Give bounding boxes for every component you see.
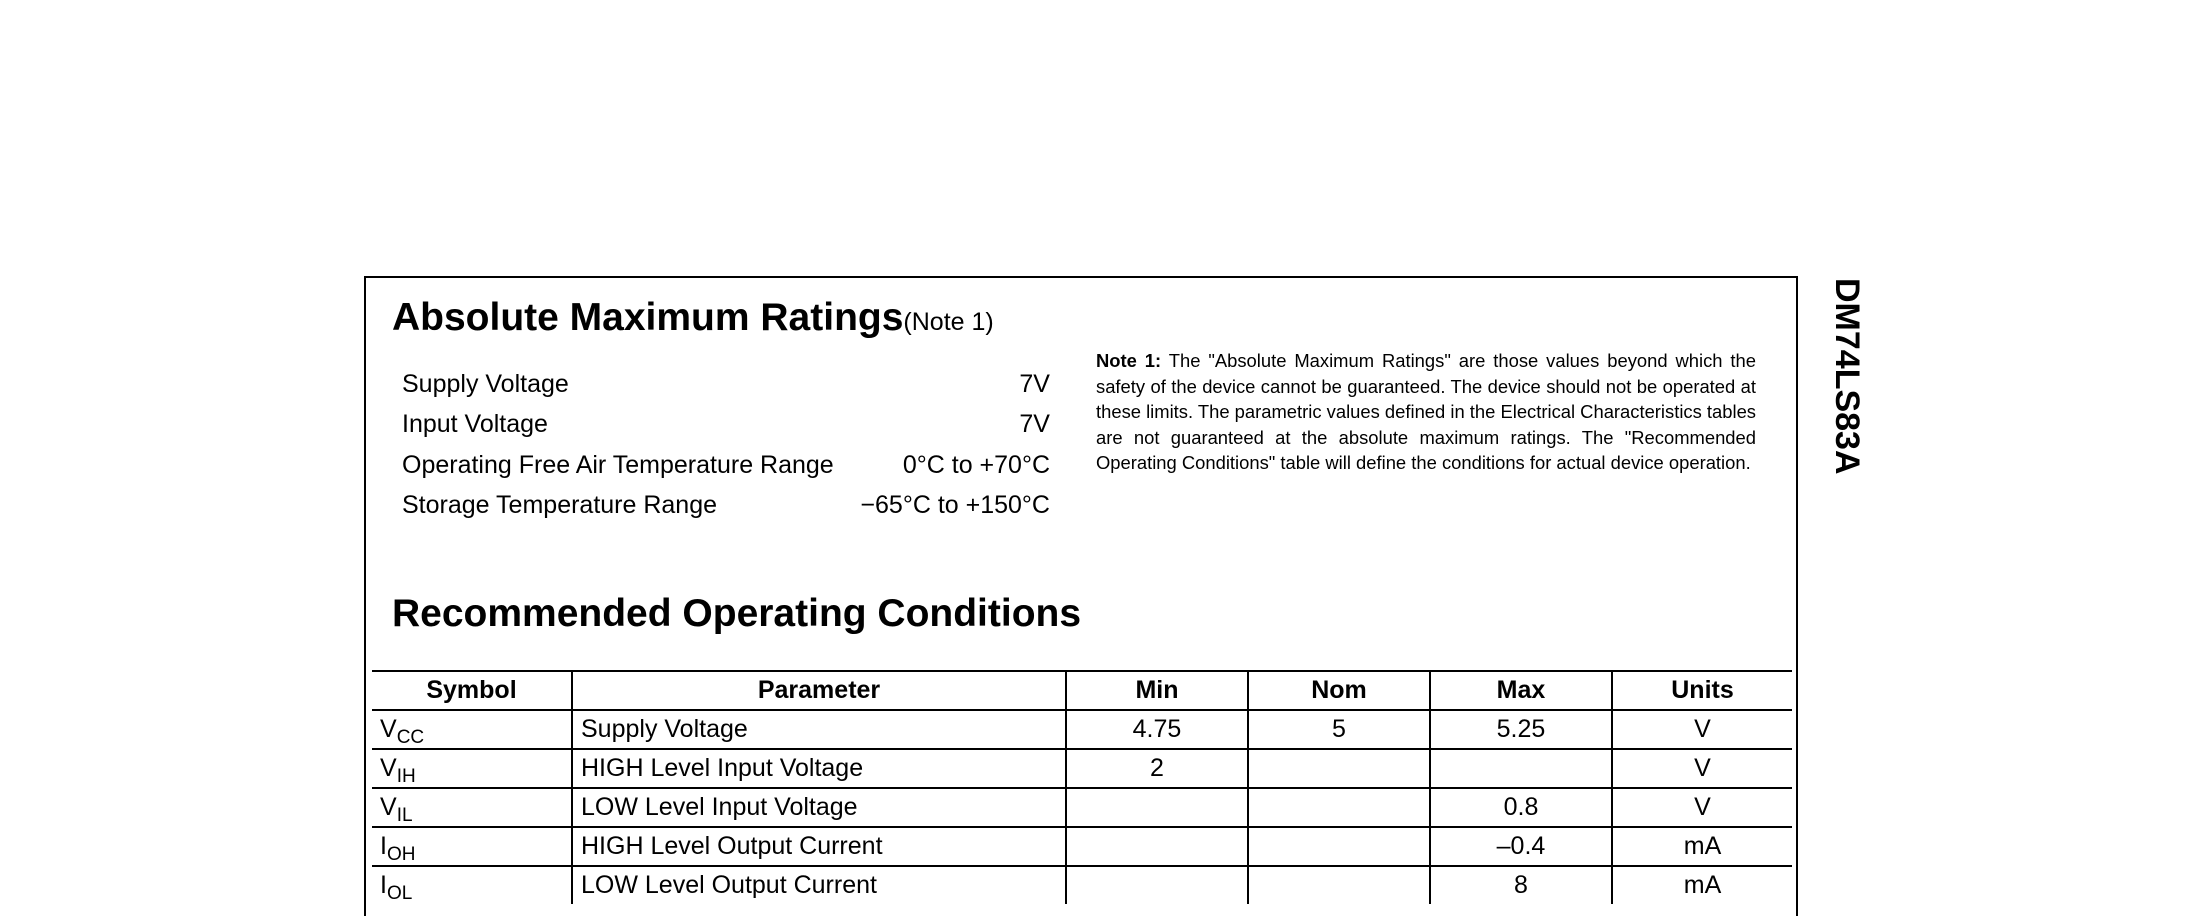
rating-label: Input Voltage bbox=[402, 410, 548, 438]
nom-cell bbox=[1248, 788, 1430, 827]
symbol-cell bbox=[372, 827, 572, 866]
note-text: The "Absolute Maximum Ratings" are those values beyond which the safety of the device cannot be guaranteed. The device should not be operated at these limits. The parametric values defined in the Electrical Characteristics tables are not guaranteed at the absolute maximum ratings. The "Recommended Operating Conditions" table will define the conditions for actual device operation. bbox=[1096, 350, 1756, 473]
parameter-cell: LOW Level Output Current bbox=[572, 866, 1066, 904]
max-cell: 0.8 bbox=[1430, 788, 1612, 827]
recommended-title: Recommended Operating Conditions bbox=[392, 592, 1082, 635]
nom-cell bbox=[1248, 749, 1430, 788]
rating-value: 0°C to +70°C bbox=[902, 451, 1050, 479]
max-cell: –0.4 bbox=[1430, 827, 1612, 866]
parameter-cell: Supply Voltage bbox=[572, 710, 1066, 749]
symbol-subscript: CC bbox=[396, 727, 425, 748]
units-cell: V bbox=[1612, 788, 1792, 827]
note-1 bbox=[1096, 348, 1756, 476]
table-row bbox=[372, 788, 1792, 827]
table-row bbox=[372, 710, 1792, 749]
absolute-max-note-ref: (Note 1) bbox=[903, 308, 994, 336]
table-row bbox=[372, 749, 1792, 788]
symbol-cell bbox=[372, 866, 572, 904]
header-symbol: Symbol bbox=[372, 671, 572, 710]
parameter-cell: LOW Level Input Voltage bbox=[572, 788, 1066, 827]
symbol-subscript: IH bbox=[396, 766, 416, 787]
rating-value: −65°C to +150°C bbox=[860, 491, 1050, 519]
table-header-row bbox=[372, 671, 1792, 710]
symbol-cell bbox=[372, 788, 572, 827]
header-nom: Nom bbox=[1248, 671, 1430, 710]
rating-label: Storage Temperature Range bbox=[402, 491, 718, 519]
rating-label: Supply Voltage bbox=[402, 370, 569, 398]
symbol-letter: I bbox=[380, 832, 387, 860]
parameter-cell: HIGH Level Output Current bbox=[572, 827, 1066, 866]
min-cell: 2 bbox=[1066, 749, 1248, 788]
header-parameter: Parameter bbox=[572, 671, 1066, 710]
units-cell: mA bbox=[1612, 827, 1792, 866]
units-cell: V bbox=[1612, 749, 1792, 788]
header-units: Units bbox=[1612, 671, 1792, 710]
symbol-letter: V bbox=[380, 754, 397, 782]
symbol-letter: V bbox=[380, 793, 397, 821]
rating-value: 7V bbox=[1019, 410, 1050, 438]
symbol-subscript: IL bbox=[396, 805, 413, 826]
symbol-cell bbox=[372, 710, 572, 749]
symbol-subscript: OH bbox=[386, 844, 416, 865]
table-row bbox=[372, 827, 1792, 866]
nom-cell bbox=[1248, 866, 1430, 904]
header-max: Max bbox=[1430, 671, 1612, 710]
min-cell: 4.75 bbox=[1066, 710, 1248, 749]
recommended-heading bbox=[392, 592, 1081, 636]
parameter-cell: HIGH Level Input Voltage bbox=[572, 749, 1066, 788]
part-number-text: DM74LS83A bbox=[1828, 278, 1866, 475]
header-min: Min bbox=[1066, 671, 1248, 710]
max-cell: 8 bbox=[1430, 866, 1612, 904]
min-cell bbox=[1066, 827, 1248, 866]
max-cell bbox=[1430, 749, 1612, 788]
rating-value: 7V bbox=[1019, 370, 1050, 398]
units-cell: mA bbox=[1612, 866, 1792, 904]
note-label: Note 1: bbox=[1096, 350, 1162, 371]
symbol-subscript: OL bbox=[386, 883, 413, 904]
min-cell bbox=[1066, 866, 1248, 904]
part-number-vertical bbox=[1826, 278, 1866, 508]
symbol-cell bbox=[372, 749, 572, 788]
rating-row bbox=[402, 491, 1050, 531]
rating-label: Operating Free Air Temperature Range bbox=[402, 451, 834, 479]
rating-row bbox=[402, 370, 1050, 410]
symbol-letter: I bbox=[380, 871, 387, 899]
max-cell: 5.25 bbox=[1430, 710, 1612, 749]
nom-cell bbox=[1248, 827, 1430, 866]
rating-row bbox=[402, 410, 1050, 450]
rating-row bbox=[402, 451, 1050, 491]
nom-cell: 5 bbox=[1248, 710, 1430, 749]
units-cell: V bbox=[1612, 710, 1792, 749]
recommended-conditions-table bbox=[372, 670, 1792, 904]
table-row bbox=[372, 866, 1792, 904]
symbol-letter: V bbox=[380, 715, 397, 743]
absolute-max-heading bbox=[392, 296, 994, 340]
absolute-max-title: Absolute Maximum Ratings bbox=[392, 296, 904, 339]
min-cell bbox=[1066, 788, 1248, 827]
